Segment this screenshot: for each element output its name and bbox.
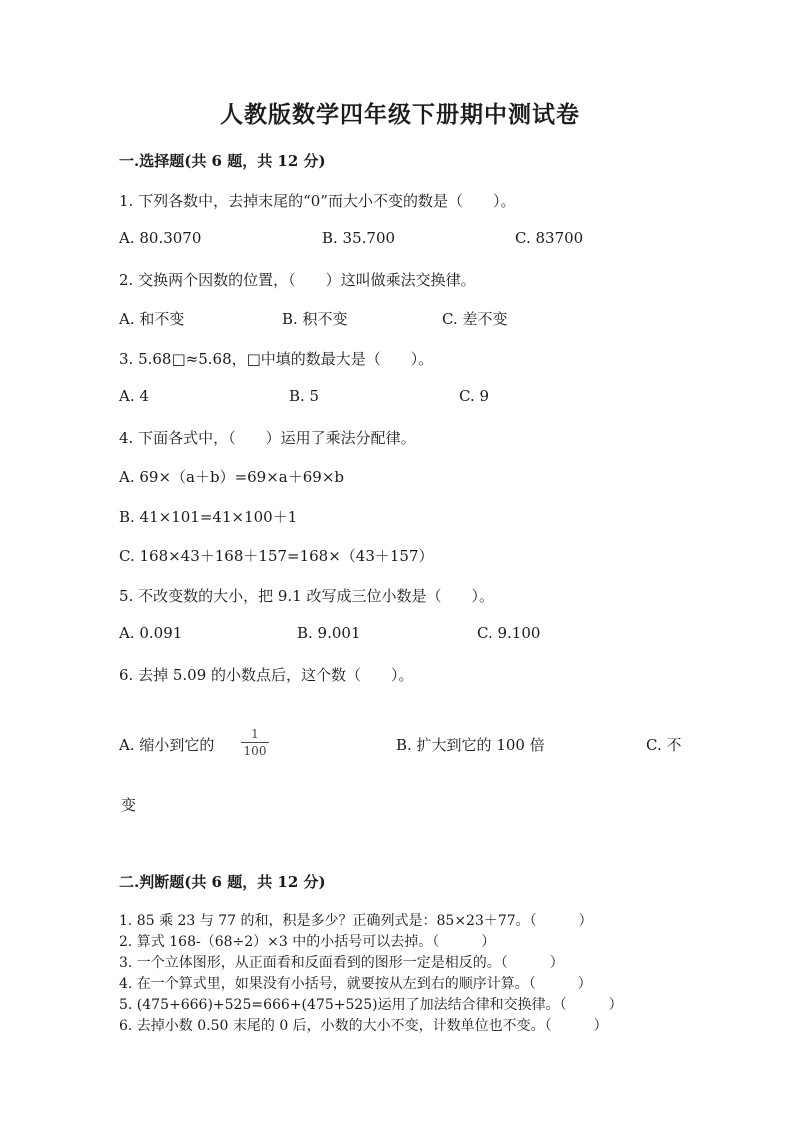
section2-heading: 二.判断题(共 6 题，共 12 分) bbox=[119, 873, 326, 891]
judge-item-6: 6. 去掉小数 0.50 末尾的 0 后，小数的大小不变，计数单位也不变。（ ） bbox=[119, 1018, 608, 1034]
question-4-option-b: B. 41×101=41×100＋1 bbox=[119, 508, 298, 526]
question-1-stem: 1. 下列各数中，去掉末尾的“0”而大小不变的数是（ ）。 bbox=[119, 192, 516, 210]
fraction-one-hundredth bbox=[241, 727, 269, 758]
judge-item-5: 5. (475+666)+525=666+(475+525)运用了加法结合律和交换律。（ ） bbox=[119, 997, 623, 1013]
question-6-option-c-continued: 变 bbox=[121, 796, 137, 814]
judge-item-2: 2. 算式 168-（68÷2）×3 中的小括号可以去掉。（ ） bbox=[119, 934, 496, 950]
question-5-option-a: A. 0.091 bbox=[119, 624, 183, 642]
question-5-option-c: C. 9.100 bbox=[477, 624, 541, 642]
question-4-option-c: C. 168×43＋168＋157=168×（43＋157） bbox=[119, 547, 434, 565]
section1-heading: 一.选择题(共 6 题，共 12 分) bbox=[119, 152, 326, 170]
question-3-option-b: B. 5 bbox=[289, 387, 320, 405]
question-6-stem: 6. 去掉 5.09 的小数点后，这个数（ ）。 bbox=[119, 666, 414, 684]
question-1-option-c: C. 83700 bbox=[515, 229, 584, 247]
question-5-stem: 5. 不改变数的大小，把 9.1 改写成三位小数是（ ）。 bbox=[119, 587, 494, 605]
question-2-option-a: A. 和不变 bbox=[119, 310, 185, 328]
question-4-option-a: A. 69×（a＋b）=69×a＋69×b bbox=[119, 468, 344, 486]
question-3-option-a: A. 4 bbox=[119, 387, 149, 405]
question-2-option-b: B. 积不变 bbox=[282, 310, 348, 328]
question-3-stem: 3. 5.68□≈5.68，□中填的数最大是（ ）。 bbox=[119, 350, 434, 368]
question-6-option-a: A. 缩小到它的 bbox=[119, 736, 215, 754]
judge-item-1: 1. 85 乘 23 与 77 的和，积是多少？正确列式是：85×23＋77。（ ） bbox=[119, 913, 593, 929]
judge-item-4: 4. 在一个算式里，如果没有小括号，就要按从左到右的顺序计算。（ ） bbox=[119, 976, 592, 992]
question-1-option-a: A. 80.3070 bbox=[119, 229, 202, 247]
fraction-numerator: 1 bbox=[241, 727, 269, 743]
judge-item-3: 3. 一个立体图形，从正面看和反面看到的图形一定是相反的。（ ） bbox=[119, 955, 564, 971]
question-2-stem: 2. 交换两个因数的位置，（ ）这叫做乘法交换律。 bbox=[119, 271, 476, 289]
question-1-option-b: B. 35.700 bbox=[322, 229, 396, 247]
fraction-denominator: 100 bbox=[243, 744, 267, 758]
question-6-option-b: B. 扩大到它的 100 倍 bbox=[396, 736, 545, 754]
page-title: 人教版数学四年级下册期中测试卷 bbox=[220, 101, 580, 128]
question-3-option-c: C. 9 bbox=[459, 387, 490, 405]
question-6-option-c: C. 不 bbox=[646, 736, 682, 754]
question-4-stem: 4. 下面各式中，（ ）运用了乘法分配律。 bbox=[119, 429, 416, 447]
question-5-option-b: B. 9.001 bbox=[297, 624, 361, 642]
question-2-option-c: C. 差不变 bbox=[442, 310, 508, 328]
